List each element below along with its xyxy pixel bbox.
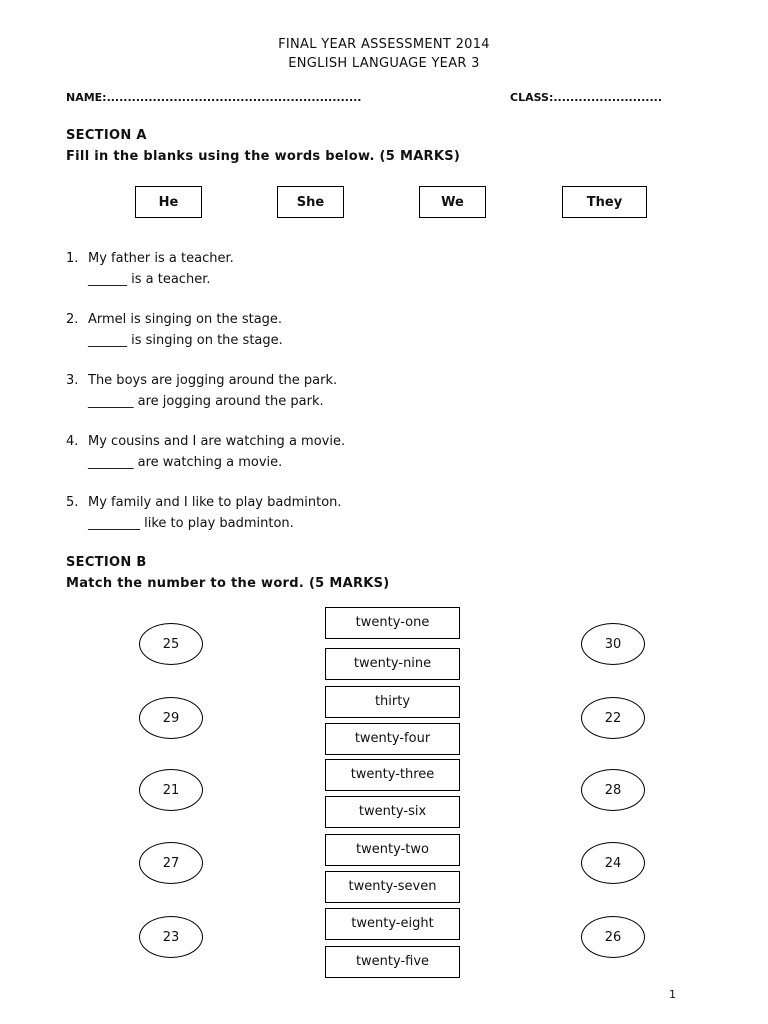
question-blank[interactable]: ______ is singing on the stage. — [88, 333, 283, 348]
number-word-box[interactable]: twenty-seven — [325, 871, 460, 903]
question-blank[interactable]: ______ is a teacher. — [88, 272, 211, 287]
left-number-oval[interactable]: 27 — [139, 842, 203, 884]
question-3 — [66, 370, 566, 412]
left-number-oval[interactable]: 29 — [139, 697, 203, 739]
section-a-instruction: Fill in the blanks using the words below. (5 MARKS) — [66, 149, 461, 164]
word-box-they: They — [562, 186, 647, 218]
number-word-box[interactable]: twenty-eight — [325, 908, 460, 940]
number-word-box[interactable]: twenty-two — [325, 834, 460, 866]
question-sentence: My cousins and I are watching a movie. — [88, 434, 346, 449]
page-number: 1 — [669, 988, 676, 1001]
question-2 — [66, 309, 566, 351]
number-word-box[interactable]: twenty-six — [325, 796, 460, 828]
right-number-oval[interactable]: 28 — [581, 769, 645, 811]
section-a-heading: SECTION A — [66, 128, 147, 143]
right-number-oval[interactable]: 26 — [581, 916, 645, 958]
number-word-box[interactable]: twenty-three — [325, 759, 460, 791]
question-number: 1. — [66, 251, 79, 266]
section-b-instruction: Match the number to the word. (5 MARKS) — [66, 576, 390, 591]
question-sentence: My father is a teacher. — [88, 251, 234, 266]
question-number: 3. — [66, 373, 79, 388]
number-word-box[interactable]: twenty-one — [325, 607, 460, 639]
question-sentence: Armel is singing on the stage. — [88, 312, 283, 327]
title-line-2: ENGLISH LANGUAGE YEAR 3 — [288, 56, 480, 71]
right-number-oval[interactable]: 24 — [581, 842, 645, 884]
class-field[interactable]: CLASS:.......................... — [510, 91, 662, 104]
section-b-heading: SECTION B — [66, 555, 147, 570]
number-word-box[interactable]: twenty-five — [325, 946, 460, 978]
question-1 — [66, 248, 566, 290]
question-sentence: The boys are jogging around the park. — [88, 373, 338, 388]
left-number-oval[interactable]: 23 — [139, 916, 203, 958]
word-box-he: He — [135, 186, 202, 218]
right-number-oval[interactable]: 22 — [581, 697, 645, 739]
number-word-box[interactable]: thirty — [325, 686, 460, 718]
question-sentence: My family and I like to play badminton. — [88, 495, 342, 510]
title-line-1: FINAL YEAR ASSESSMENT 2014 — [278, 37, 490, 52]
word-box-we: We — [419, 186, 486, 218]
question-number: 4. — [66, 434, 79, 449]
question-blank[interactable]: _______ are watching a movie. — [88, 455, 283, 470]
name-field[interactable]: NAME:............................................................. — [66, 91, 362, 104]
right-number-oval[interactable]: 30 — [581, 623, 645, 665]
left-number-oval[interactable]: 21 — [139, 769, 203, 811]
question-blank[interactable]: ________ like to play badminton. — [88, 516, 294, 531]
question-5 — [66, 492, 566, 534]
word-box-she: She — [277, 186, 344, 218]
number-word-box[interactable]: twenty-nine — [325, 648, 460, 680]
question-blank[interactable]: _______ are jogging around the park. — [88, 394, 324, 409]
left-number-oval[interactable]: 25 — [139, 623, 203, 665]
question-4 — [66, 431, 566, 473]
question-number: 2. — [66, 312, 79, 327]
number-word-box[interactable]: twenty-four — [325, 723, 460, 755]
question-number: 5. — [66, 495, 79, 510]
